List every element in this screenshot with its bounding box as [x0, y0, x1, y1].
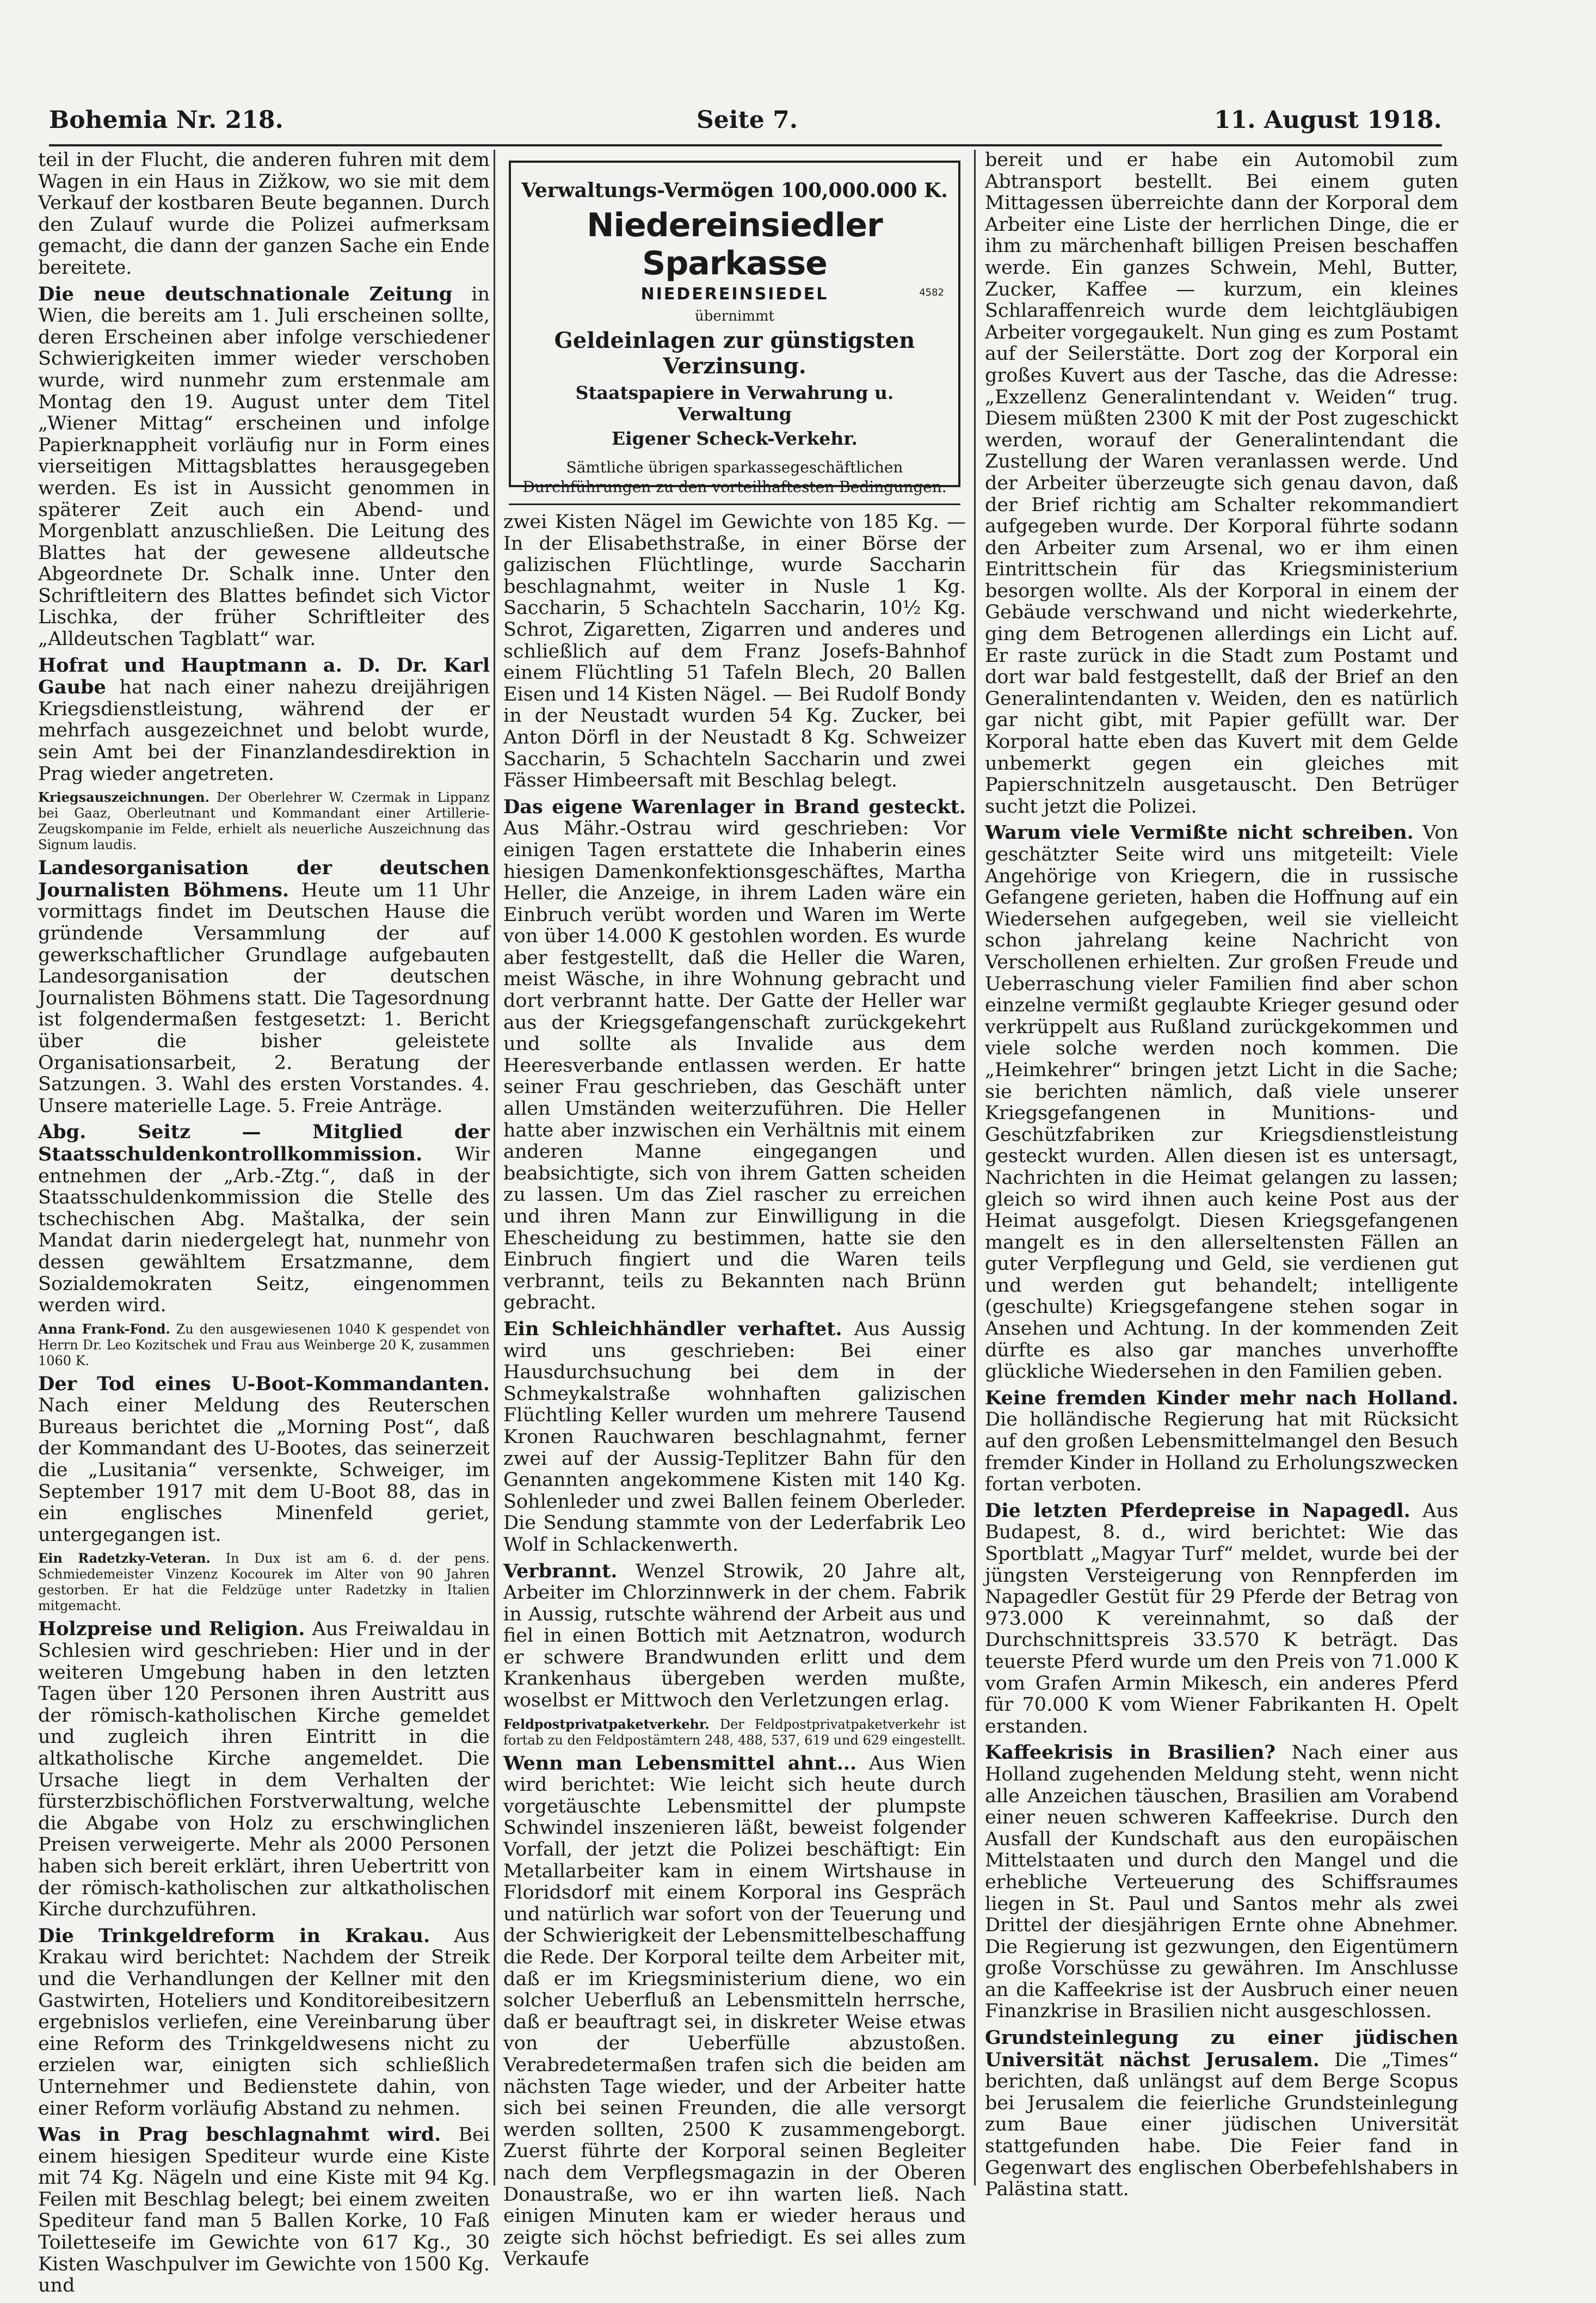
- column-divider-1: [494, 150, 495, 2185]
- column-2: [503, 150, 966, 2270]
- article-text: Wir entnehmen der „Arb.-Ztg.“, daß in der Staatsschuldenkommission die Stelle des tschechischen Abg. Maštalka, der sein Mandat darin niedergelegt hat, nunmehr von dessen gewähltem Ersatzmanne, dem Sozialdemokraten Seitz, eingenommen werden wird.: [38, 1143, 490, 1317]
- ad-rule: [509, 503, 960, 505]
- article-heading: Was in Prag beschlagnahmt wird.: [38, 2123, 441, 2146]
- ad-securities: Staatspapiere in Verwahrung u. Verwaltung: [575, 382, 894, 425]
- article-text: Die holländische Regierung hat mit Rücksicht auf den großen Lebensmittelmangel den Besuch fremder Kinder in Holland zu Erholungszwecken fortan verboten.: [985, 1409, 1458, 1496]
- article-paragraph: [985, 1500, 1458, 1738]
- article-paragraph: [503, 1753, 966, 2270]
- article-paragraph: [38, 1618, 490, 1920]
- article-paragraph: [985, 822, 1458, 1383]
- header-rule: [49, 144, 1442, 146]
- column-1: [38, 149, 490, 2297]
- article-paragraph: [38, 1321, 490, 1369]
- article-text: zwei Kisten Nägel im Gewichte von 185 Kg. — In der Elisabethstraße, in einer Börse der galizischen Flüchtlinge, wurde Saccharin beschlagnahmt, weiter in Nusle 1 Kg. Saccharin, 5 Schachteln Saccharin, 10½ Kg. Schrot, Zigaretten, Zigarren und anderes und schließlich auf dem Franz Josefs-Bahnhof einem Flüchtling 51 Tafeln Blech, 20 Ballen Eisen und 14 Kisten Nägel. — Bei Rudolf Bondy in der Neustadt wurden 54 Kg. Zucker, bei Anton Dörfl in der Neustadt 8 Kg. Schweizer Saccharin, 5 Schachteln Saccharin und zwei Fässer Himbeersaft mit Beschlag belegt.: [503, 511, 966, 792]
- article-text: Nach einer aus Holland zugehenden Meldung steht, wenn nicht alle Anzeichen täuschen, Brasilien am Vorabend einer neuen schweren Kaffeekrise. Durch den Ausfall der Kundschaft aus den europäischen Mittelstaaten und durch den Mangel und die erhebliche Verteuerung des Schiffsraumes liegen in St. Paul und Santos mehr als zwei Drittel der diesjährigen Ernte ohne Abnehmer. Die Regierung ist gezwungen, den Eigentümern große Vorschüsse zu gewähren. Im Anschlusse an die Kaffeekrise ist der Ausbruch einer neuen Finanzkrise in Brasilien nicht ausgeschlossen.: [985, 1742, 1458, 2023]
- article-text: teil in der Flucht, die anderen fuhren mit dem Wagen in ein Haus in Zižkow, wo sie mit dem Verkauf der kostbaren Beute begannen. Durch den Zulauf wurde die Polizei aufmerksam gemacht, die dann der ganzen Sache ein Ende bereitete.: [38, 149, 490, 279]
- article-heading: Hofrat und Hauptmann a. D. Dr. Karl Gaube: [38, 654, 490, 699]
- article-text: Heute um 11 Uhr vormittags findet im Deutschen Hause die gründende Versammlung der auf gewerkschaftlicher Grundlage aufgebauten Landesorganisation der deutschen Journalisten Böhmens statt. Die Tagesordnung ist folgendermaßen festgesetzt: 1. Bericht über die bisher geleistete Organisationsarbeit, 2. Beratung der Satzungen. 3. Wahl des ersten Vorstandes. 4. Unsere materielle Lage. 5. Freie Anträge.: [38, 879, 490, 1117]
- article-text: Nach einer Meldung des Reuterschen Bureaus berichtet die „Morning Post“, daß der Kommandant des U-Bootes, das seinerzeit die „Lusitania“ versenkte, Schweiger, im September 1917 mit dem U-Boot 88, das in ein englisches Minenfeld geriet, untergegangen ist.: [38, 1395, 490, 1546]
- article-heading: Kaffeekrisis in Brasilien?: [985, 1741, 1275, 1764]
- article-paragraph: [38, 789, 490, 853]
- sparkasse-advertisement: [509, 161, 960, 496]
- ad-capital-line: Verwaltungs-Vermögen 100,000.000 K.: [521, 179, 948, 202]
- article-heading: Warum viele Vermißte nicht schreiben.: [985, 821, 1414, 844]
- article-text: Der Feldpostprivatpaketverkehr ist fortab zu den Feldpostämtern 248, 488, 537, 619 und 629 eingestellt.: [503, 1716, 966, 1748]
- article-heading: Ein Radetzky-Veteran.: [38, 1550, 211, 1567]
- article-paragraph: [38, 1550, 490, 1614]
- article-heading: Die Trinkgeldreform in Krakau.: [38, 1924, 430, 1947]
- article-paragraph: [503, 1318, 966, 1556]
- article-text: Bei einem hiesigen Spediteur wurde eine Kiste mit 74 Kg. Nägeln und eine Kiste mit 94 Kg. Feilen mit Beschlag belegt; bei einem zweiten Spediteur fand man 5 Ballen Korke, 10 Faß Toiletteseife im Gewichte von 617 Kg., 30 Kisten Waschpulver im Gewichte von 1500 Kg. und: [38, 2124, 490, 2297]
- column-3: [985, 149, 1458, 2201]
- article-text: Der Oberlehrer W. Czermak in Lippanz bei Gaaz, Oberleutnant und Kommandant einer Artillerie-Zeugskompanie im Felde, erhielt als neuerliche Auszeichnung das Signum laudis.: [38, 790, 490, 853]
- article-paragraph: [503, 1561, 966, 1712]
- column-divider-2: [974, 150, 976, 2185]
- article-heading: Das eigene Warenlager in Brand gesteckt.: [503, 795, 966, 818]
- article-heading: Feldpostprivatpaketverkehr.: [503, 1716, 710, 1732]
- header-page-number: Seite 7.: [697, 106, 798, 134]
- article-heading: Die neue deutschnationale Zeitung: [38, 282, 453, 305]
- article-heading: Verbrannt.: [503, 1559, 618, 1582]
- ad-bank-name: Niedereinsiedler Sparkasse: [587, 206, 883, 282]
- article-text: Aus Aussig wird uns geschrieben: Bei einer Hausdurchsuchung bei dem in der Schmeykalstraße wohnhaften galizischen Flüchtling Keller wurden um mehrere Tausend Kronen Rauchwaren beschlagnahmt, ferner zwei auf der Aussig-Teplitzer Bahn für den Genannten angekommene Kisten mit 140 Kg. Sohlenleder und zwei Ballen feinem Oberleder. Die Sendung stammte von der Lederfabrik Leo Wolf in Schlackenwerth.: [503, 1318, 966, 1556]
- article-heading: Holzpreise und Religion.: [38, 1618, 305, 1641]
- article-paragraph: [38, 2124, 490, 2297]
- article-heading: Abg. Seitz — Mitglied der Staatsschuldenkontrollkommission.: [38, 1121, 490, 1165]
- ad-town: [520, 285, 950, 304]
- article-paragraph: [38, 150, 490, 279]
- article-paragraph: [503, 796, 966, 1314]
- page-header: [49, 95, 1442, 144]
- article-heading: Grundsteinlegung zu einer jüdischen Universität nächst Jerusalem.: [985, 2026, 1458, 2071]
- article-heading: Ein Schleichhändler verhaftet.: [503, 1317, 842, 1340]
- article-paragraph: [503, 512, 966, 792]
- header-left: Bohemia Nr. 218.: [49, 106, 284, 134]
- ad-deposits: Geldeinlagen zur günstigsten Verzinsung.: [554, 328, 915, 379]
- article-text: Aus Budapest, 8. d., wird berichtet: Wie das Sportblatt „Magyar Turf“ meldet, wurde bei der jüngsten Versteigerung von Rennpferden im Napagedler Gestüt für 29 Pferde der Betrag von 973.000 K vereinnahmt, so daß der Durchschnittspreis 33.570 K beträgt. Das teuerste Pferd wurde um den Preis von 71.000 K vom Grafen Armin Mikesch, ein anderes Pferd für 70.000 K vom Wiener Fabrikanten H. Opelt erstanden.: [985, 1500, 1458, 1737]
- article-text: Aus Freiwaldau in Schlesien wird geschrieben: Hier und in der weiteren Umgebung haben in den letzten Tagen über 120 Personen ihren Austritt aus der römisch-katholischen Kirche gemeldet und zugleich ihren Eintritt in die altkatholische Kirche angemeldet. Die Ursache liegt in dem Verhalten der fürsterzbischöflichen Forstverwaltung, welche die Abgabe von Holz zu erschwinglichen Preisen verweigerte. Mehr als 2000 Personen haben sich bereit erklärt, ihren Uebertritt von der römisch-katholischen zur altkatholischen Kirche durchzuführen.: [38, 1618, 490, 1921]
- ad-code: 4582: [919, 287, 944, 298]
- article-text: Aus Mähr.-Ostrau wird geschrieben: Vor einigen Tagen erstattete die Inhaberin eines hiesigen Damenkonfektionsgeschäftes, Martha Heller, die Anzeige, in ihrem Laden wäre ein Einbruch verübt worden und Waren im Werte von über 14.000 K gestohlen worden. Es wurde aber festgestellt, daß die Heller die Waren, meist Wäsche, in ihre Wohnung gebracht und dort verbrannt hatte. Der Gatte der Heller war aus der Kriegsgefangenschaft zurückgekehrt und sollte als Invalide aus dem Heeresverbande entlassen werden. Er hatte seiner Frau geschrieben, das Geschäft unter allen Umständen weiterzuführen. Die Heller hatte aber inzwischen ein Verhältnis mit einem anderen Manne eingegangen und beabsichtigte, sich von ihrem Gatten scheiden zu lassen. Um das Ziel rascher zu erreichen und ihren Mann zur Einwilligung in die Ehescheidung zu bestimmen, hatte sie den Einbruch fingiert und die Waren teils verbrannt, teils zu Bekannten nach Brünn gebracht.: [503, 818, 966, 1314]
- ad-takes-over: übernimmt: [694, 308, 775, 324]
- article-text: Zu den ausgewiesenen 1040 K gespendet von Herrn Dr. Leo Kozitschek und Frau aus Weinberge 20 K, zusammen 1060 K.: [38, 1321, 490, 1368]
- article-heading: Wenn man Lebensmittel ahnt...: [503, 1752, 857, 1774]
- article-text: Aus Krakau wird berichtet: Nachdem der Streik und die Verhandlungen der Kellner mit den Gastwirten, Hoteliers und Konditoreibesitzern ergebnislos verliefen, eine Vereinbarung über eine Reform des Trinkgeldwesens nicht zu erzielen war, einigten sich schließlich Unternehmer und Bedienstete dahin, von einer Reform vorläufig Abstand zu nehmen.: [38, 1925, 490, 2120]
- article-paragraph: [985, 1742, 1458, 2023]
- article-heading: Der Tod eines U-Boot-Kommandanten.: [38, 1372, 490, 1395]
- article-text: in Wien, die bereits am 1. Juli erscheinen sollte, deren Erscheinen aber infolge verschiedener Schwierigkeiten immer wieder verschoben wurde, wird nunmehr zum erstenmale am Montag den 19. August unter dem Titel „Wiener Mittag“ erscheinen und infolge Papierknappheit vorläufig nur in Form eines vierseitigen Mittagsblattes herausgegeben werden. Es ist in Aussicht genommen in späterer Zeit auch ein Abend- und Morgenblatt anzuschließen. Die Leitung des Blattes hat der gewesene alldeutsche Abgeordnete Dr. Schalk inne. Unter den Schriftleitern des Blattes befindet sich Victor Lischka, der früher Schriftleiter des „Alldeutschen Tagblatt“ war.: [38, 283, 490, 650]
- column-2-body: [503, 512, 966, 2270]
- article-heading: Anna Frank-Fond.: [38, 1321, 170, 1337]
- article-text: In Dux ist am 6. d. der pens. Schmiedemeister Vinzenz Kocourek im Alter von 90 Jahren gestorben. Er hat die Feldzüge unter Radetzky in Italien mitgemacht.: [38, 1551, 490, 1614]
- article-paragraph: [38, 1121, 490, 1316]
- article-text: Wenzel Strowik, 20 Jahre alt, Arbeiter im Chlorzinnwerk in der chem. Fabrik in Aussig, rutschte während der Arbeit aus und fiel in einen Bottich mit Aetznatron, wodurch er schwere Brandwunden erlitt und dem Krankenhaus übergeben werden mußte, woselbst er Mittwoch den Verletzungen erlag.: [503, 1560, 966, 1712]
- article-text: Aus Wien wird berichtet: Wie leicht sich heute durch vorgetäuschte Lebensmittel der plumpste Schwindel inszenieren läßt, beweist folgender Vorfall, der jetzt die Polizei beschäftigt: Ein Metallarbeiter kam in einem Wirtshause in Floridsdorf mit einem Korporal ins Gespräch und natürlich war sofort von der Teuerung und der Schwierigkeit der Lebensmittelbeschaffung die Rede. Der Korporal teilte dem Arbeiter mit, daß er im Kriegsministerium diene, wo ein solcher Ueberfluß an Lebensmitteln herrsche, daß er beauftragt sei, in diskreter Weise etwas von der Ueberfülle abzustoßen. Verabredetermaßen trafen sich die beiden am nächsten Tage wieder, und der Arbeiter hatte sich bei seinen Freunden, die alle versorgt werden sollten, 2500 K zusammengeborgt. Zuerst führte der Korporal seinen Begleiter nach dem Verpflegsmagazin in der Oberen Donaustraße, wo er ihn warten ließ. Nach einigen Minuten kam er wieder heraus und zeigte sich höchst befriedigt. Es sei alles zum Verkaufe: [503, 1752, 966, 2270]
- article-paragraph: [38, 1373, 490, 1546]
- article-paragraph: [985, 2027, 1458, 2201]
- article-paragraph: [985, 1387, 1458, 1496]
- ad-town-text: NIEDEREINSIEDEL: [640, 285, 829, 304]
- article-heading: Landesorganisation der deutschen Journalisten Böhmens.: [38, 857, 490, 901]
- article-text: Von geschätzter Seite wird uns mitgeteilt: Viele Angehörige von Kriegern, die in russische Gefangene gerieten, haben die Hoffnung auf ein Wiedersehen aufgegeben, weil sie vielleicht schon jahrelang keine Nachricht von Verschollenen erhielten. Zur großen Freude und Ueberraschung vieler Familien find aber schon einzelne vermißt geglaubte Krieger gesund oder verkrüppelt aus Rußland zurückgekommen und viele solche werden noch kommen. Die „Heimkehrer“ bringen jetzt Licht in die Sache; sie berichten nämlich, daß viele unserer Kriegsgefangenen in Munitions- und Geschützfabriken zur Kriegsdienstleistung gesteckt wurden. Allen diesen ist es untersagt, Nachrichten in die Heimat gelangen zu lassen; gleich so wird ihnen auch keine Post aus der Heimat ausgefolgt. Diesen Kriegsgefangenen mangelt es in den allerseltensten Fällen an guter Verpflegung und Geld, sie verdienen gut und werden gut behandelt; intelligente (geschulte) Kriegsgefangene stehen sogar in Ansehen und Achtung. In der kommenden Zeit dürfte es also gar manches unverhoffte glückliche Wiedersehen in den Familien geben.: [985, 822, 1458, 1383]
- article-text: bereit und er habe ein Automobil zum Abtransport bestellt. Bei einem guten Mittagessen überreichte dann der Korporal dem Arbeiter eine Liste der herrlichen Dinge, die er ihm zu märchenhaft billigen Preisen beschaffen werde. Ein ganzes Schwein, Mehl, Butter, Zucker, Kaffee — kurzum, ein kleines Schlaraffenreich wurde dem leichtgläubigen Arbeiter vorgegaukelt. Nun ging es zum Postamt auf der Seilerstätte. Dort zog der Korporal ein großes Kuvert aus der Tasche, das die Adresse: „Exzellenz Generalintendant v. Weiden“ trug. Diesem müßten 2300 K mit der Post zugeschickt werden, worauf der Generalintendant die Zustellung der Waren veranlassen werde. Und der Arbeiter überzeugte sich genau davon, daß der Brief richtig am Schalter rekommandiert aufgegeben wurde. Der Korporal führte sodann den Arbeiter zum Arsenal, wo er ihm einen Eintrittschein für das Kriegsministerium besorgen wollte. Als der Korporal in einem der Gebäude verschwand und nicht wiederkehrte, ging dem Betrogenen allerdings ein Licht auf. Er raste zurück in die Stadt zum Postamt und dort war bald festgestellt, daß der Brief an den Generalintendanten v. Weiden, den es natürlich gar nicht gibt, mit Papier gefüllt war. Der Korporal hatte eben das Kuvert mit dem Gelde unbemerkt gegen ein gleiches mit Papierschnitzeln ausgetauscht. Den Betrüger sucht jetzt die Polizei.: [985, 149, 1458, 818]
- article-text: hat nach einer nahezu dreijährigen Kriegsdienstleistung, während der er mehrfach ausgezeichnet und belobt wurde, sein Amt bei der Finanzlandesdirektion in Prag wieder angetreten.: [38, 677, 490, 785]
- article-text: Die „Times“ berichten, daß unlängst auf dem Berge Scopus bei Jerusalem die feierliche Grundsteinlegung zum Baue einer jüdischen Universität stattgefunden habe. Die Feier fand in Gegenwart des englischen Oberbefehlshabers in Palästina statt.: [985, 2049, 1458, 2201]
- ad-cheque: Eigener Scheck-Verkehr.: [611, 428, 858, 449]
- article-paragraph: [985, 150, 1458, 818]
- article-paragraph: [503, 1716, 966, 1748]
- article-heading: Die letzten Pferdepreise in Napagedl.: [985, 1499, 1410, 1522]
- article-paragraph: [38, 655, 490, 785]
- article-paragraph: [38, 1925, 490, 2120]
- header-date: 11. August 1918.: [1214, 106, 1442, 134]
- article-paragraph: [38, 284, 490, 650]
- article-heading: Kriegsauszeichnungen.: [38, 789, 209, 806]
- article-paragraph: [38, 857, 490, 1117]
- ad-other-services: Sämtliche übrigen sparkassegeschäftlichen Durchführungen zu den vorteilhaftesten Bedingungen.: [522, 458, 947, 496]
- article-heading: Keine fremden Kinder mehr nach Holland.: [985, 1386, 1458, 1409]
